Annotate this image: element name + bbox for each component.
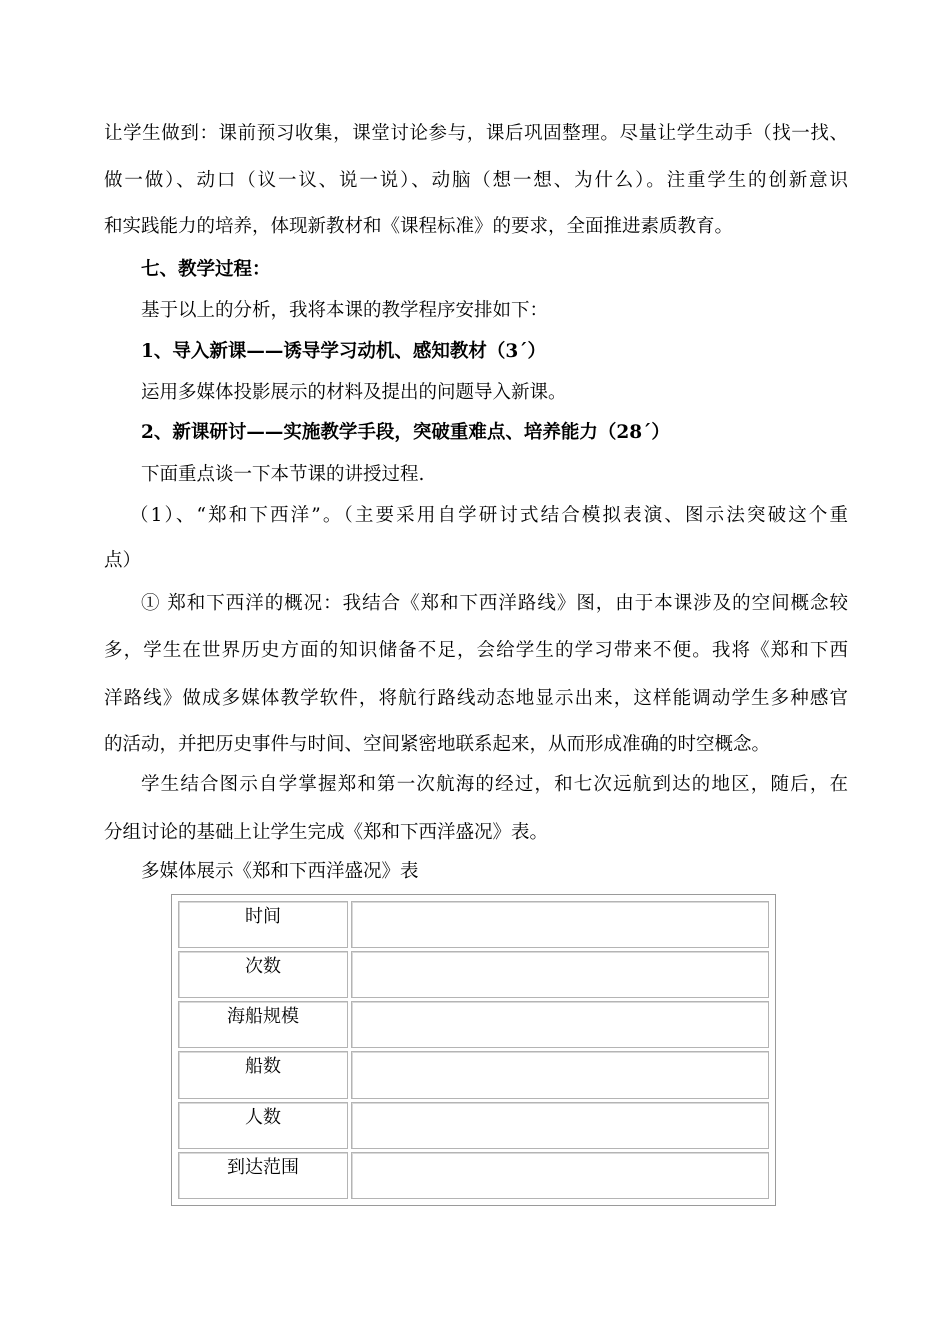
table-row (178, 1001, 769, 1048)
table-row-label: 到达范围 (178, 1152, 348, 1199)
section-heading: 七、教学过程： (141, 259, 271, 280)
overview-line-1: ① 郑和下西洋的概况：我结合《郑和下西洋路线》图，由于本课涉及的空间概念较 (141, 593, 848, 614)
table-row-value (351, 1102, 769, 1149)
table-row-value (351, 1001, 769, 1048)
self-study-line-2: 分组讨论的基础上让学生完成《郑和下西洋盛况》表。 (104, 822, 549, 843)
step-2-heading: 2、新课研讨——实施教学手段，突破重难点、培养能力（28´） (141, 422, 670, 443)
table-row-value (351, 1051, 769, 1098)
voyage-table-grid (175, 898, 772, 1202)
table-row (178, 901, 769, 948)
voyage-table (171, 894, 776, 1206)
overview-line-4: 的活动，并把历史事件与时间、空间紧密地联系起来，从而形成准确的时空概念。 (104, 734, 771, 755)
intro-text: 基于以上的分析，我将本课的教学程序安排如下： (141, 300, 549, 321)
table-row (178, 1152, 769, 1199)
table-caption: 多媒体展示《郑和下西洋盛况》表 (141, 861, 419, 882)
table-row-label: 船数 (178, 1051, 348, 1098)
table-row-label: 海船规模 (178, 1001, 348, 1048)
step-1-text: 运用多媒体投影展示的材料及提出的问题导入新课。 (141, 382, 567, 403)
table-row (178, 1102, 769, 1149)
step-2-text: 下面重点谈一下本节课的讲授过程. (141, 464, 425, 485)
table-row-label: 人数 (178, 1102, 348, 1149)
subsection-1-line-1: （1）、“郑和下西洋”。（主要采用自学研讨式结合模拟表演、图示法突破这个重 (130, 505, 848, 526)
table-row-value (351, 1152, 769, 1199)
step-1-heading: 1、导入新课——诱导学习动机、感知教材（3´） (141, 341, 546, 362)
table-row-value (351, 901, 769, 948)
paragraph-1-line-2: 做一做）、动口（议一议、说一说）、动脑（想一想、为什么）。注重学生的创新意识 (104, 170, 848, 191)
table-row-value (351, 951, 769, 998)
subsection-1-line-2: 点） (104, 550, 142, 571)
table-row (178, 1051, 769, 1098)
overview-line-3: 洋路线》做成多媒体教学软件，将航行路线动态地显示出来，这样能调动学生多种感官 (104, 688, 848, 709)
paragraph-1-line-3: 和实践能力的培养，体现新教材和《课程标准》的要求，全面推进素质教育。 (104, 216, 734, 237)
overview-line-2: 多，学生在世界历史方面的知识储备不足，会给学生的学习带来不便。我将《郑和下西 (104, 640, 848, 661)
table-row-label: 次数 (178, 951, 348, 998)
paragraph-1-line-1: 让学生做到：课前预习收集，课堂讨论参与，课后巩固整理。尽量让学生动手（找一找、 (104, 123, 848, 144)
table-row (178, 951, 769, 998)
table-row-label: 时间 (178, 901, 348, 948)
self-study-line-1: 学生结合图示自学掌握郑和第一次航海的经过，和七次远航到达的地区，随后，在 (141, 774, 848, 795)
